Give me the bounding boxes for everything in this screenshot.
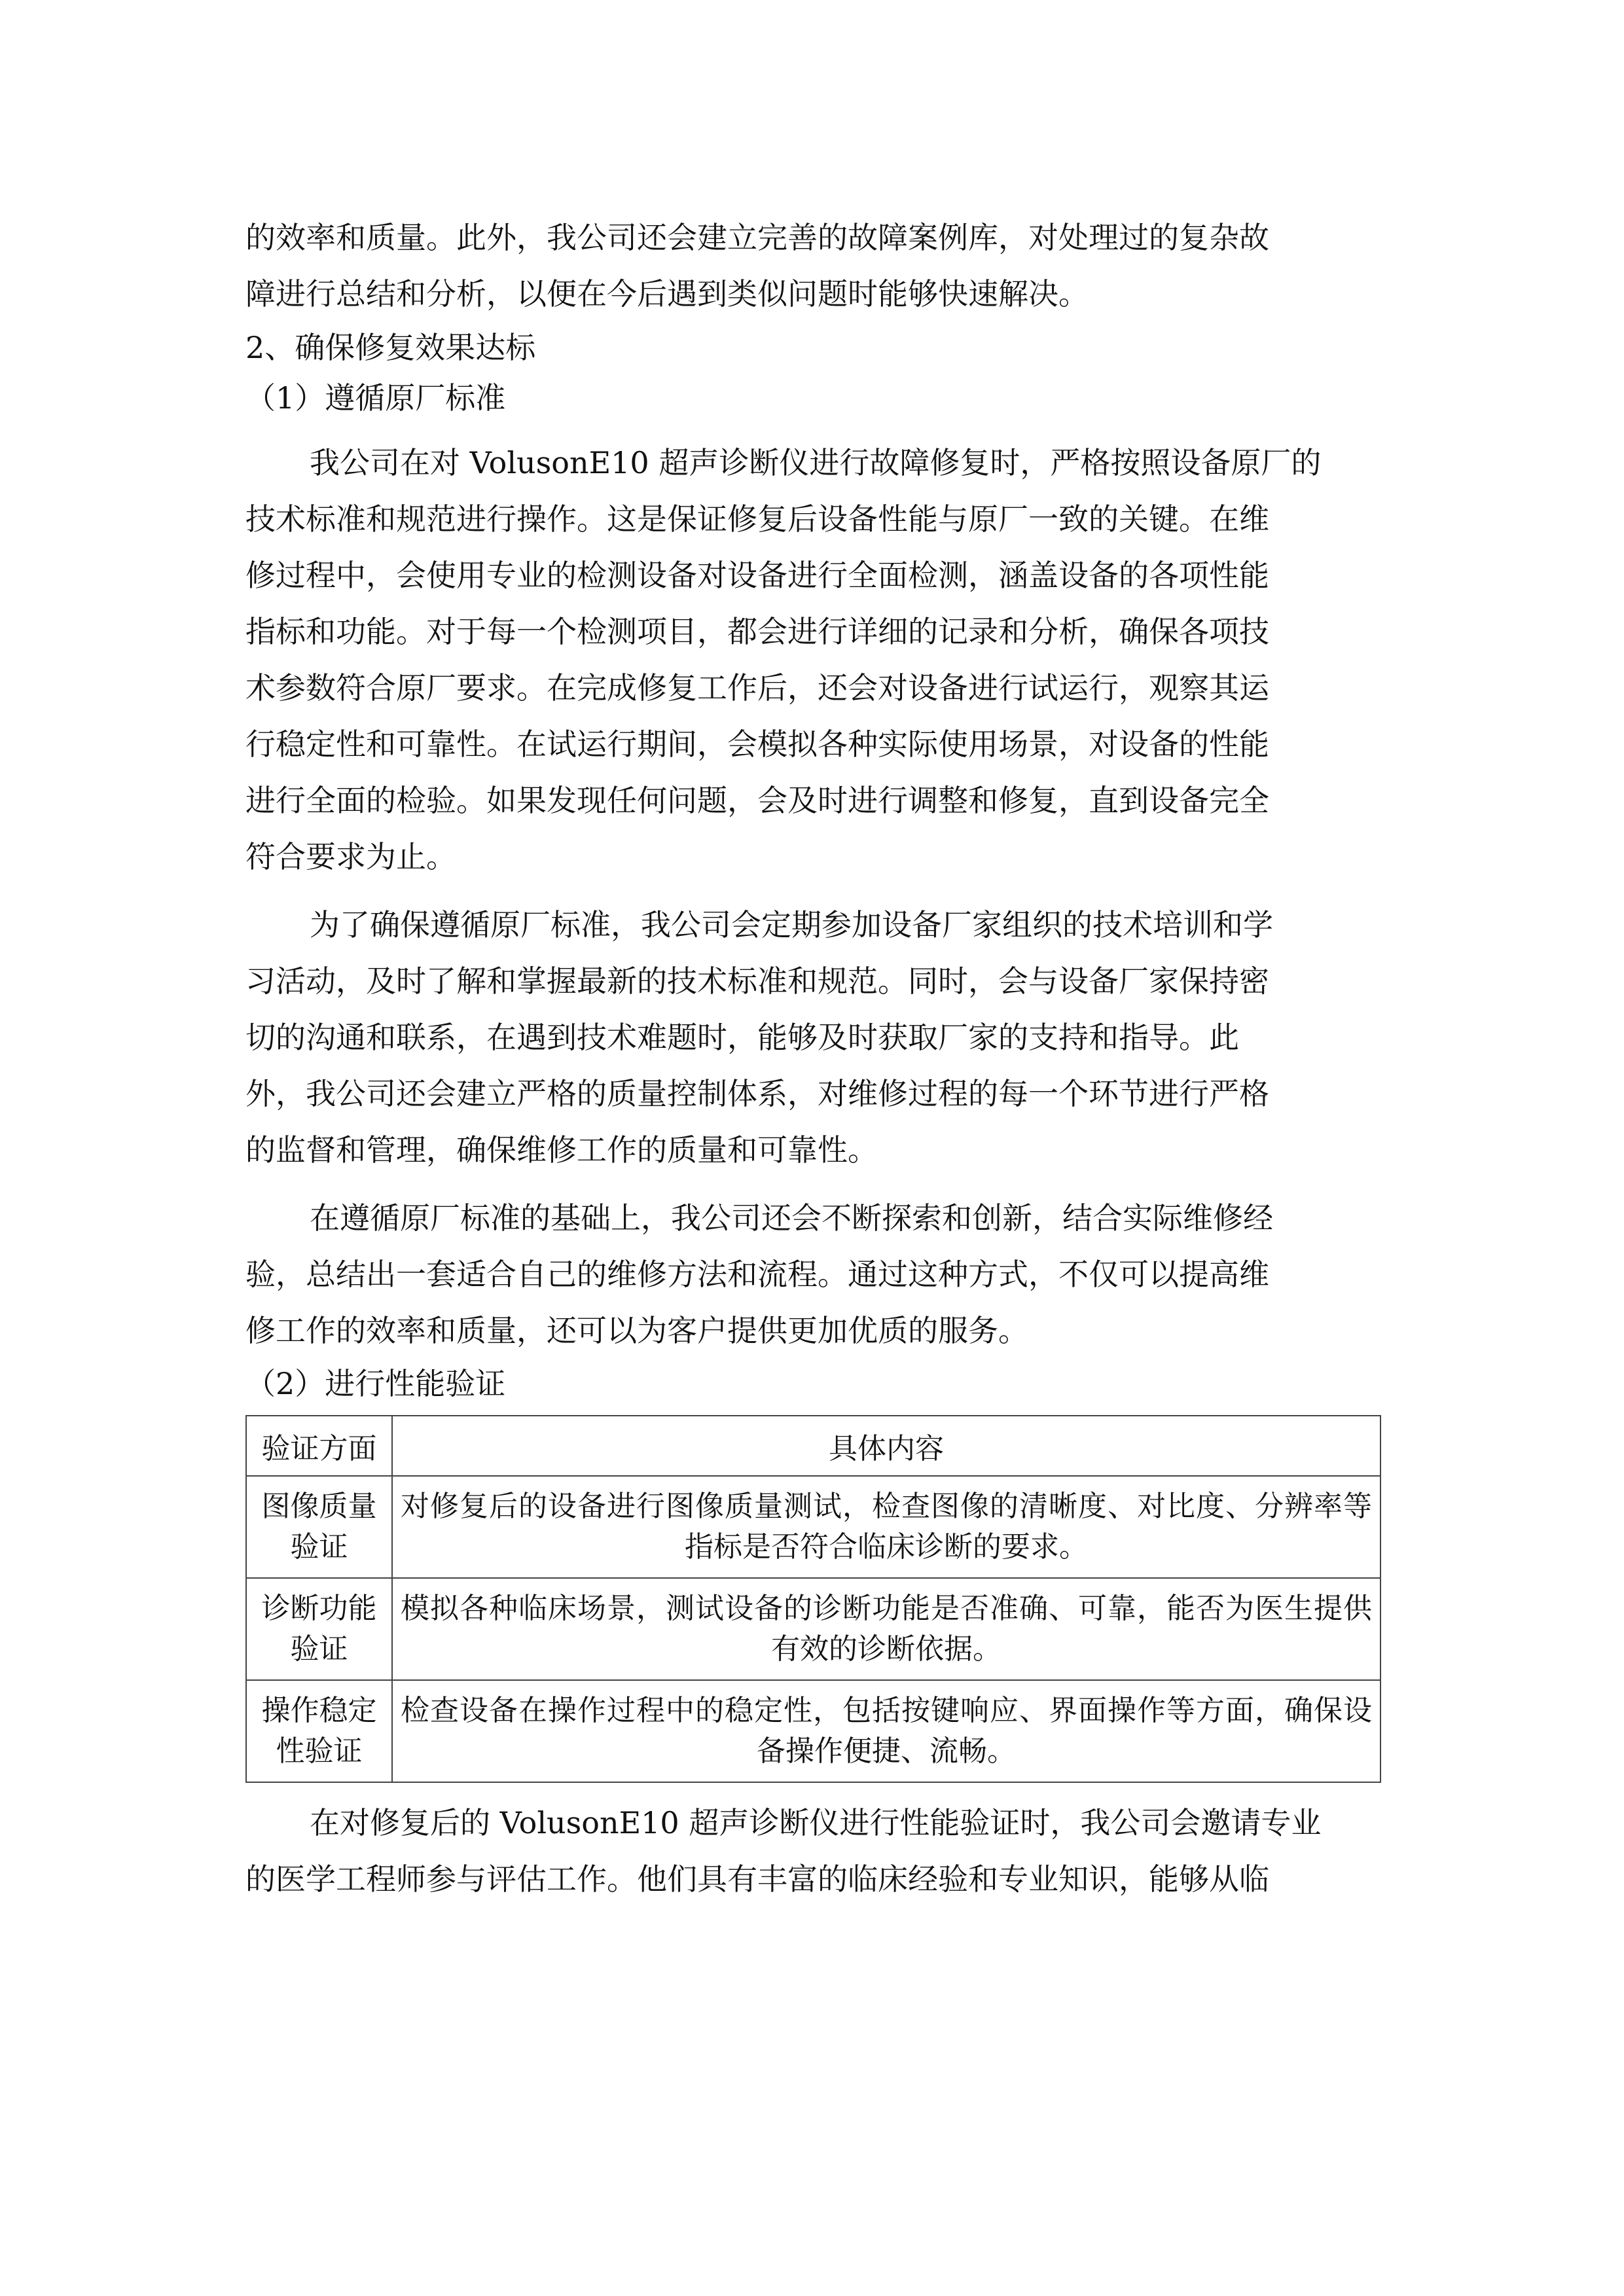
content-cell: 模拟各种临床场景，测试设备的诊断功能是否准确、可靠，能否为医生提供有效的诊断依据。 xyxy=(392,1578,1380,1680)
text-line: 障进行总结和分析，以便在今后遇到类似问题时能够快速解决。 xyxy=(245,276,1089,312)
aspect-line: 验证 xyxy=(290,1632,348,1666)
text-line: 行稳定性和可靠性。在试运行期间，会模拟各种实际使用场景，对设备的性能 xyxy=(245,726,1269,762)
text-line: 验，总结出一套适合自己的维修方法和流程。通过这种方式，不仅可以提高维 xyxy=(245,1257,1269,1292)
text-line: 外，我公司还会建立严格的质量控制体系，对维修过程的每一个环节进行严格 xyxy=(245,1076,1269,1111)
text-line: 切的沟通和联系，在遇到技术难题时，能够及时获取厂家的支持和指导。此 xyxy=(245,1020,1239,1055)
column-header-content: 具体内容 xyxy=(392,1416,1380,1476)
content-cell: 对修复后的设备进行图像质量测试，检查图像的清晰度、对比度、分辨率等指标是否符合临床诊断的要求。 xyxy=(392,1476,1380,1578)
paragraph-training xyxy=(245,897,1381,1178)
text-line: 修工作的效率和质量，还可以为客户提供更加优质的服务。 xyxy=(245,1313,1028,1348)
aspect-cell xyxy=(246,1476,392,1578)
text-line: 在遵循原厂标准的基础上，我公司还会不断探索和创新，结合实际维修经 xyxy=(310,1200,1273,1236)
table-row xyxy=(246,1476,1380,1578)
paragraph-innovation xyxy=(245,1190,1381,1359)
text-line: 习活动，及时了解和掌握最新的技术标准和规范。同时，会与设备厂家保持密 xyxy=(245,963,1269,999)
document-body xyxy=(245,209,1381,1907)
text-line: 进行全面的检验。如果发现任何问题，会及时进行调整和修复，直到设备完全 xyxy=(245,783,1269,818)
aspect-line: 性验证 xyxy=(276,1734,363,1768)
text-line: 的效率和质量。此外，我公司还会建立完善的故障案例库，对处理过的复杂故 xyxy=(245,220,1269,255)
column-header-aspect: 验证方面 xyxy=(246,1416,392,1476)
section-heading: 2、确保修复效果达标 xyxy=(245,330,536,365)
text-line: 符合要求为止。 xyxy=(245,839,456,874)
table-header-row xyxy=(246,1416,1380,1476)
aspect-line: 操作稳定 xyxy=(261,1694,377,1727)
text-line: 的医学工程师参与评估工作。他们具有丰富的临床经验和专业知识，能够从临 xyxy=(245,1861,1269,1897)
performance-verification-table xyxy=(245,1415,1381,1783)
aspect-line: 验证 xyxy=(290,1530,348,1564)
text-line: 术参数符合原厂要求。在完成修复工作后，还会对设备进行试运行，观察其运 xyxy=(245,670,1269,706)
text-line: 为了确保遵循原厂标准，我公司会定期参加设备厂家组织的技术培训和学 xyxy=(310,907,1273,942)
aspect-cell xyxy=(246,1578,392,1680)
text-line: 在对修复后的 VolusonE10 超声诊断仪进行性能验证时，我公司会邀请专业 xyxy=(310,1805,1322,1840)
table-row xyxy=(246,1680,1380,1782)
text-line: 指标和功能。对于每一个检测项目，都会进行详细的记录和分析，确保各项技 xyxy=(245,614,1269,649)
table-row xyxy=(246,1578,1380,1680)
text-line: 技术标准和规范进行操作。这是保证修复后设备性能与原厂一致的关键。在维 xyxy=(245,501,1269,537)
text-line: 修过程中，会使用专业的检测设备对设备进行全面检测，涵盖设备的各项性能 xyxy=(245,558,1269,593)
text-line: 的监督和管理，确保维修工作的质量和可靠性。 xyxy=(245,1132,878,1168)
paragraph-original-standard xyxy=(245,435,1381,885)
aspect-line: 诊断功能 xyxy=(261,1592,377,1625)
text-line: 我公司在对 VolusonE10 超声诊断仪进行故障修复时，严格按照设备原厂的 xyxy=(310,445,1322,480)
intro-paragraph xyxy=(245,209,1381,322)
subsection-heading: （2）进行性能验证 xyxy=(245,1366,506,1401)
aspect-line: 图像质量 xyxy=(261,1490,377,1523)
content-cell: 检查设备在操作过程中的稳定性，包括按键响应、界面操作等方面，确保设备操作便捷、流畅。 xyxy=(392,1680,1380,1782)
aspect-cell xyxy=(246,1680,392,1782)
subsection-heading: （1）遵循原厂标准 xyxy=(245,380,506,416)
paragraph-engineer-evaluation xyxy=(245,1795,1381,1907)
